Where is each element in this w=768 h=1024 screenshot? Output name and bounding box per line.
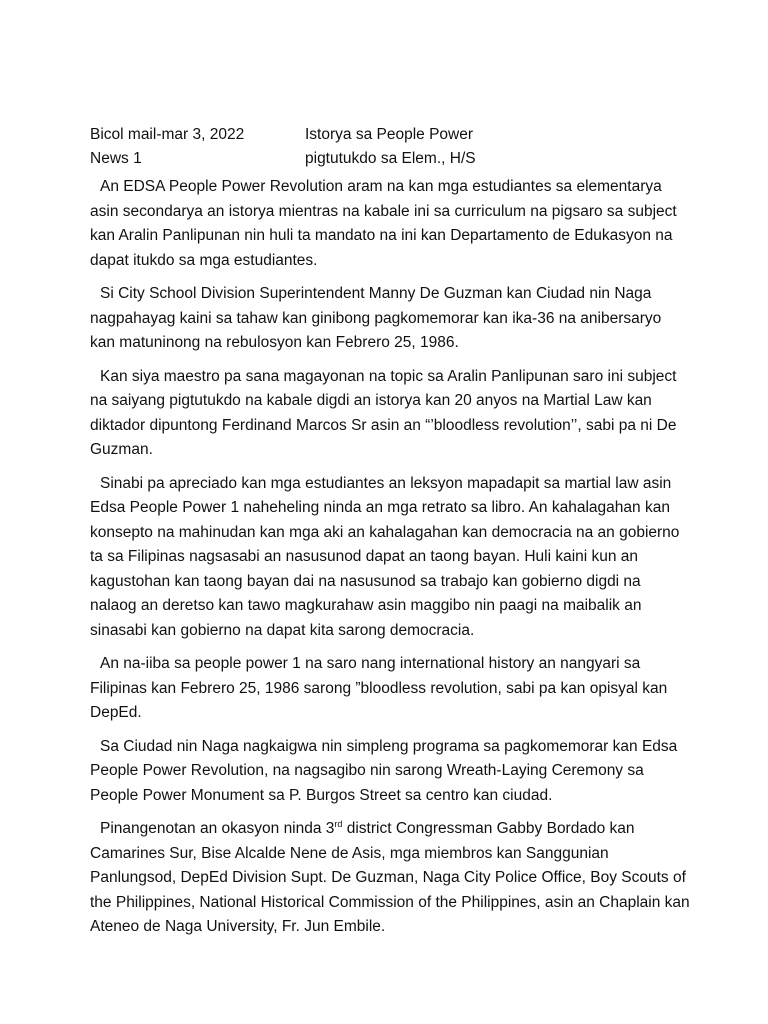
ordinal-superscript: rd: [334, 819, 343, 829]
header-row-1: [90, 123, 690, 147]
article-title: Istorya sa People Power: [305, 126, 474, 143]
article-subtitle: pigtutukdo sa Elem., H/S: [305, 150, 476, 167]
header-row-2: [90, 147, 690, 171]
document-page: [90, 123, 690, 949]
section-label: News 1: [90, 150, 142, 167]
paragraph-1: An EDSA People Power Revolution aram na kan mga estudiantes sa elementarya asin secondarya an istorya mientras na kabale ini sa curriculum na pigsaro sa subject kan Aralin Panlipunan nin huli ta mandato na ini kan Departamento de Edukasyon na dapat itukdo sa mga estudiantes.: [90, 178, 677, 269]
paragraph-4: Sinabi pa apreciado kan mga estudiantes an leksyon mapadapit sa martial law asin Edsa People Power 1 naheheling ninda an mga retrato sa libro. An kahalagahan kan konsepto na mahinudan kan mga aki an kahalagahan kan democracia na an gobierno ta sa Filipinas nagsasabi an nasusunod dapat an taong bayan. Huli kaini kun an kagustohan kan taong bayan dai na nasusunod sa trabajo kan gobierno digdi na nalaog an deretso kan tawo magkurahaw asin maggibo nin paagi na maibalik an sinasabi kan gobierno na dapat kita sarong democracia.: [90, 474, 680, 639]
paragraph-7-start: Pinangenotan an okasyon ninda 3: [100, 820, 335, 837]
paragraph-6: Sa Ciudad nin Naga nagkaigwa nin simpleng programa sa pagkomemorar kan Edsa People Power Revolution, na nagsagibo nin sarong Wreath-Laying Ceremony sa People Power Monument sa P. Burgos Street sa centro kan ciudad.: [90, 737, 678, 804]
paragraph-2: Si City School Division Superintendent Manny De Guzman kan Ciudad nin Naga nagpahayag kaini sa tahaw kan ginibong pagkomemorar kan ika-36 na anibersaryo kan matuninong na rebulosyon kan Febrero 25, 1986.: [90, 285, 662, 351]
article-header: [90, 123, 690, 171]
paragraph-3: Kan siya maestro pa sana magayonan na topic sa Aralin Panlipunan saro ini subject na saiyang pigtutukdo na kabale digdi an istorya kan 20 anyos na Martial Law kan diktador dipuntong Ferdinand Marcos Sr asin an “’bloodless revolution’’, sabi pa ni De Guzman.: [90, 367, 677, 458]
paragraph-5: An na-iiba sa people power 1 na saro nang international history an nangyari sa Filipinas kan Febrero 25, 1986 sarong ”bloodless revolution, sabi pa kan opisyal kan DepEd.: [90, 655, 668, 721]
publication-date: Bicol mail-mar 3, 2022: [90, 126, 245, 143]
paragraph-7: [90, 817, 690, 940]
paragraph-7-rest: district Congressman Gabby Bordado kan Camarines Sur, Bise Alcalde Nene de Asis, mga miembros kan Sanggunian Panlungsod, DepEd Division Supt. De Guzman, Naga City Police Office, Boy Scouts of the Philippines, National Historical Commission of the Philippines, asin an Chaplain kan Ateneo de Naga University, Fr. Jun Embile.: [90, 820, 690, 935]
